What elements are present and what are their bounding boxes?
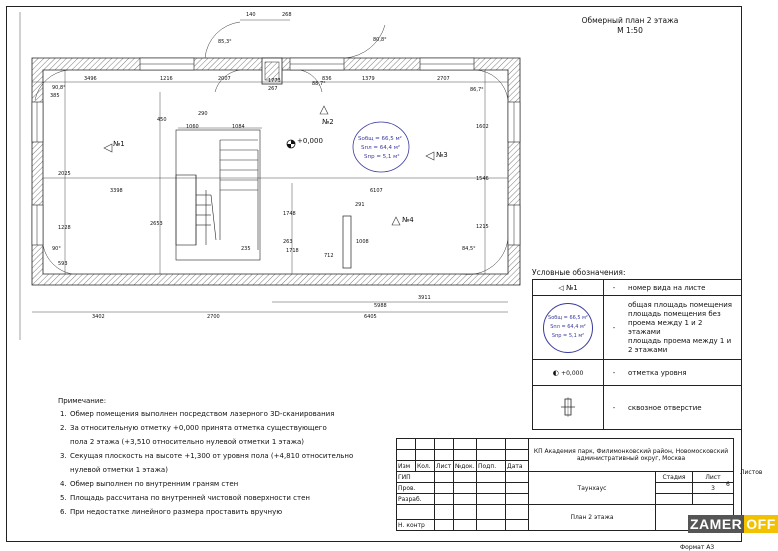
legend-area-item: площадь проема между 1 и 2 этажами <box>628 336 732 354</box>
note-number: 4. <box>60 480 67 488</box>
door-angle-7: 88,7° <box>312 81 326 87</box>
note-number: 5. <box>60 494 67 502</box>
note-item <box>60 452 354 474</box>
note-item <box>60 424 353 446</box>
legend-room-num: №1 <box>565 283 578 292</box>
dim-1773: 1773 <box>268 78 281 84</box>
stamp-col-stadia: Стадия <box>656 472 693 483</box>
note-text: За относительную отметку +0,000 принята отметка существующего <box>70 424 327 432</box>
area-net: Sпл = 64,4 м² <box>361 145 401 151</box>
legend-dash: - <box>604 296 625 360</box>
dim-1748: 1748 <box>283 211 296 217</box>
dim-3398: 3398 <box>110 188 123 194</box>
dim-3402: 3402 <box>92 314 105 320</box>
room-label-3: №3 <box>436 151 448 159</box>
sheet-format: Формат А3 <box>680 544 715 551</box>
legend-text-hole: сквозное отверстие <box>624 386 742 430</box>
legend-symbol-room: ◁ №1 <box>533 280 604 296</box>
stamp-h-list: Лист <box>435 461 454 472</box>
project-address: КП Академия парк, Филимонковский район, Новомосковский административный округ, Москва <box>529 439 734 472</box>
dim-290: 290 <box>198 111 208 117</box>
dim-2025: 2025 <box>58 171 71 177</box>
legend-symbol-area <box>533 296 604 360</box>
note-text: Секущая плоскость на высоте +1,300 от уровня пола (+4,810 относительно <box>70 452 354 460</box>
dim-1060: 1060 <box>186 124 199 130</box>
zameroff-logo <box>688 516 778 532</box>
note-item <box>60 494 353 502</box>
note-number: 2. <box>60 424 67 432</box>
room-label-2: №2 <box>322 118 334 126</box>
sheet-name: План 2 этажа <box>529 505 656 531</box>
dim-2007: 2007 <box>218 76 231 82</box>
note-text: Площадь рассчитана по внутренней чистовой поверхности стен <box>70 494 310 502</box>
dim-450: 450 <box>157 117 167 123</box>
stamp-listov-value: 6 <box>726 481 730 488</box>
stamp-h-izm: Изм <box>397 461 416 472</box>
stamp-role-nkontr: Н. контр <box>397 520 435 531</box>
dim-1546: 1546 <box>476 176 489 182</box>
sheet-title-line1: Обмерный план 2 этажа <box>581 16 679 25</box>
legend-row <box>533 296 742 360</box>
stamp-h-kol: Кол. <box>416 461 435 472</box>
stamp-list-value: 3 <box>693 483 734 494</box>
note-number: 3. <box>60 452 67 460</box>
logo-part-a: ZAMER <box>690 516 743 532</box>
stamp-col-listov: Листов <box>740 469 763 476</box>
dim-1084: 1084 <box>232 124 245 130</box>
logo-part-b: OFF <box>746 516 776 532</box>
dim-291: 291 <box>355 202 365 208</box>
dim-267: 267 <box>268 86 278 92</box>
legend-symbol-level: ◐ +0,000 <box>533 360 604 386</box>
dim-6405: 6405 <box>364 314 377 320</box>
door-angle-2: 80,8° <box>373 37 387 43</box>
note-text: Обмер помещения выполнен посредством лазерного 3D-сканирования <box>70 410 335 418</box>
dim-2653: 2653 <box>150 221 163 227</box>
dim-2707: 2707 <box>437 76 450 82</box>
dim-3496: 3496 <box>84 76 97 82</box>
stamp-role-prov: Пров. <box>397 483 435 494</box>
stamp-h-data: Дата <box>506 461 529 472</box>
sheet-scale: М 1:50 <box>617 26 643 35</box>
note-item <box>60 410 353 418</box>
note-number: 6. <box>60 508 67 516</box>
legend-row <box>533 280 742 296</box>
column <box>343 216 351 268</box>
room-label-1: №1 <box>113 140 125 148</box>
area-total: Sобщ = 66,5 м² <box>358 136 402 142</box>
dim-1718: 1718 <box>286 248 299 254</box>
notes <box>58 398 353 523</box>
legend-dash: - <box>604 280 625 296</box>
note-text-cont: нулевой отметки 1 этажа) <box>70 466 168 474</box>
legend-title: Условные обозначения: <box>532 268 626 277</box>
level-mark-symbol <box>287 140 295 148</box>
note-text: При недостатке линейного размера проставить вручную <box>70 508 283 516</box>
object-name: Таунхаус <box>529 472 656 505</box>
staircase <box>176 130 260 260</box>
dim-1215: 1215 <box>476 224 489 230</box>
legend-area-net: Sпл = 64,4 м² <box>550 324 586 330</box>
legend-area-item: площадь помещения без проема между 1 и 2 этажами <box>628 309 721 336</box>
through-hole-icon <box>533 386 604 430</box>
dim-1216: 1216 <box>160 76 173 82</box>
door-angle-6: 84,5° <box>462 246 476 252</box>
legend-row <box>533 386 742 430</box>
dim-1228: 1228 <box>58 225 71 231</box>
dim-1379: 1379 <box>362 76 375 82</box>
dim-140: 140 <box>246 12 256 18</box>
room-markers <box>104 106 434 225</box>
note-number: 1. <box>60 410 67 418</box>
note-item <box>60 508 353 516</box>
note-text-cont: пола 2 этажа (+3,510 относительно нулевой отметки 1 этажа) <box>70 438 305 446</box>
dim-1008: 1008 <box>356 239 369 245</box>
dim-2700: 2700 <box>207 314 220 320</box>
room-label-4: №4 <box>402 216 414 224</box>
stamp-col-list: Лист <box>693 472 734 483</box>
walls <box>32 58 520 285</box>
door-angle-3: 90,8° <box>52 85 66 91</box>
stamp-h-ndok: №док. <box>455 462 475 470</box>
note-item <box>60 480 353 488</box>
dim-268: 268 <box>282 12 292 18</box>
dim-263: 263 <box>283 239 293 245</box>
legend-area-item: общая площадь помещения <box>628 300 733 309</box>
legend-area-opening: Sпр = 5,1 м² <box>551 333 585 339</box>
area-opening: Sпр = 5,1 м² <box>364 154 400 160</box>
dim-235: 235 <box>241 246 251 252</box>
dim-836: 836 <box>322 76 332 82</box>
legend-level-text: +0,000 <box>561 369 584 377</box>
dim-1602: 1602 <box>476 124 489 130</box>
door-angle-1: 85,3° <box>218 39 232 45</box>
stamp-h-podp: Подп. <box>477 461 506 472</box>
stamp-role-gip: ГИП <box>397 472 435 483</box>
dim-6107: 6107 <box>370 188 383 194</box>
legend-area-total: Sобщ = 66,5 м² <box>548 315 588 321</box>
dim-712: 712 <box>324 253 334 259</box>
notes-heading: Примечание: <box>58 397 107 405</box>
legend-text-room: номер вида на листе <box>624 280 742 296</box>
legend <box>532 279 742 431</box>
note-text: Обмер выполнен по внутренним граням стен <box>70 480 239 488</box>
dim-5988: 5988 <box>374 303 387 309</box>
dim-385: 385 <box>50 93 60 99</box>
legend-row <box>533 360 742 386</box>
legend-dash: - <box>604 360 625 386</box>
level-mark-text: +0,000 <box>297 137 323 145</box>
legend-text-level: отметка уровня <box>624 360 742 386</box>
legend-dash: - <box>604 386 625 430</box>
door-angle-4: 86,7° <box>470 87 484 93</box>
dim-3911: 3911 <box>418 295 431 301</box>
dim-593: 593 <box>58 261 68 267</box>
door-angle-5: 90° <box>52 246 61 252</box>
stamp-role-razrab: Разраб. <box>397 494 435 505</box>
legend-text-area <box>624 296 742 360</box>
